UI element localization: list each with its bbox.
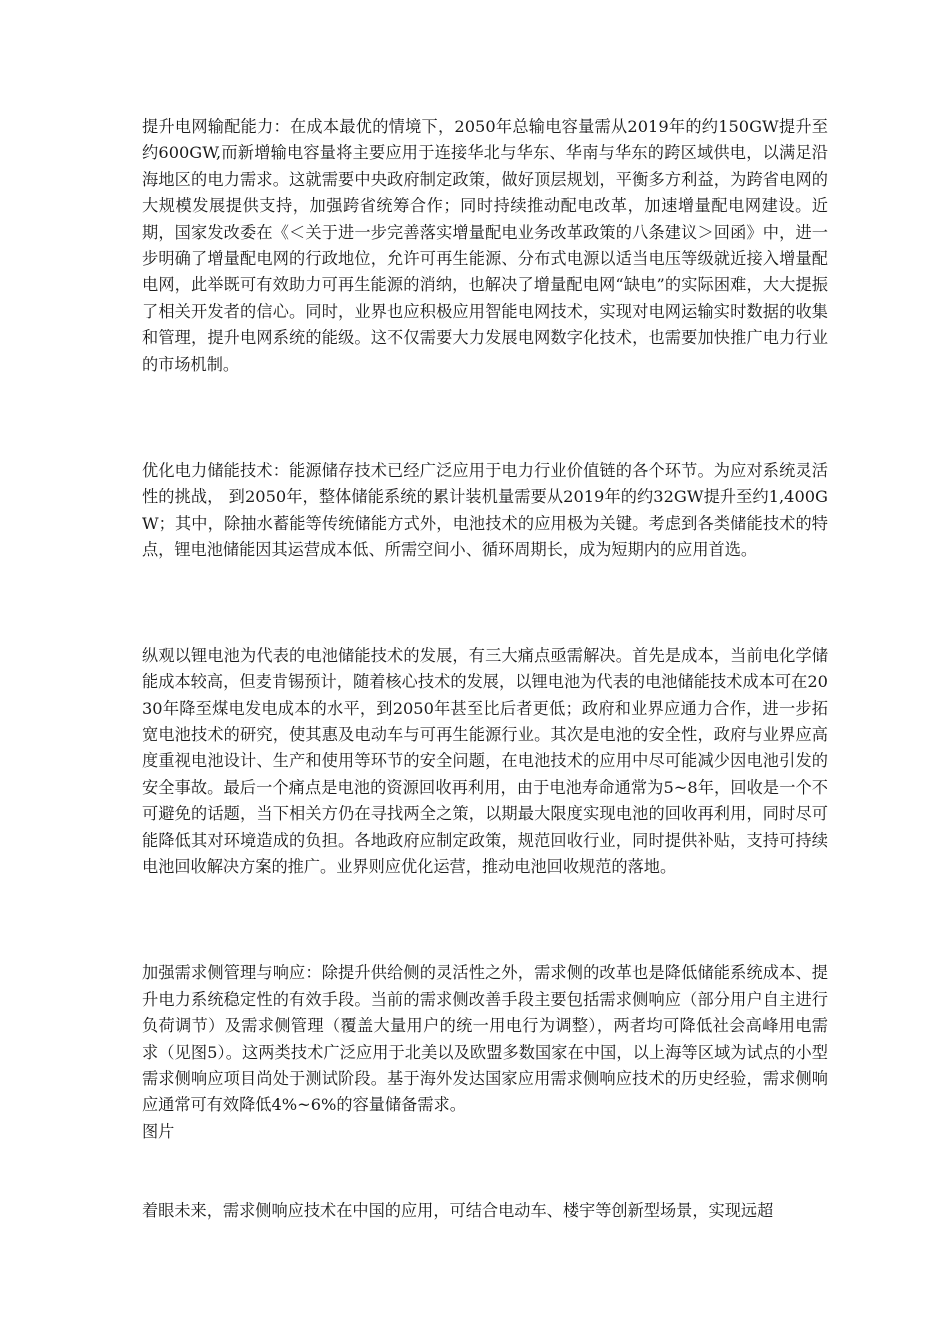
paragraph-battery-pain-points: 纵观以锂电池为代表的电池储能技术的发展，有三大痛点亟需解决。首先是成本，当前电化学储能成本较高，但麦肯锡预计，随着核心技术的发展，以锂电池为代表的电池储能技术成本可在2030年降至煤电发电成本的水平，到2050年甚至比后者更低；政府和业界应通力合作，进一步拓宽电池技术的研究，使其惠及电动车与可再生能源行业。其次是电池的安全性，政府与业界应高度重视电池设计、生产和使用等环节的安全问题，在电池技术的应用中尽可能减少因电池引发的安全事故。最后一个痛点是电池的资源回收再利用，由于电池寿命通常为5~8年，回收是一个不可避免的话题，当下相关方仍在寻找两全之策，以期最大限度实现电池的回收再利用，同时尽可能降低其对环境造成的负担。各地政府应制定政策，规范回收行业，同时提供补贴，支持可持续电池回收解决方案的推广。业界则应优化运营，推动电池回收规范的落地。 bbox=[142, 645, 828, 876]
paragraph-demand-side: 加强需求侧管理与响应：除提升供给侧的灵活性之外，需求侧的改革也是降低储能系统成本、提升电力系统稳定性的有效手段。当前的需求侧改善手段主要包括需求侧响应（部分用户自主进行负荷调节）及需求侧管理（覆盖大量用户的统一用电行为调整），两者均可降低社会高峰用电需求（见图5）。这两类技术广泛应用于北美以及欧盟多数国家在中国，以上海等区域为试点的小型需求侧响应项目尚处于测试阶段。基于海外发达国家应用需求侧响应技术的历史经验，需求侧响应通常可有效降低4%~6%的容量储备需求。 bbox=[142, 963, 828, 1115]
paragraph-energy-storage: 优化电力储能技术：能源储存技术已经广泛应用于电力行业价值链的各个环节。为应对系统灵活性的挑战， 到2050年，整体储能系统的累计装机量需要从2019年的约32GW提升至约1,400GW；其中，除抽水蓄能等传统储能方式外，电池技术的应用极为关键。考虑到各类储能技术的特点，锂电池储能因其运营成本低、所需空间小、循环周期长，成为短期内的应用首选。 bbox=[142, 461, 828, 560]
paragraph-future-outlook: 着眼未来，需求侧响应技术在中国的应用，可结合电动车、楼宇等创新型场景，实现远超 bbox=[142, 1201, 774, 1221]
paragraph-grid-capacity: 提升电网输配能力：在成本最优的情境下，2050年总输电容量需从2019年的约150GW提升至约600GW,而新增输电容量将主要应用于连接华北与华东、华南与华东的跨区域供电，以满足沿海地区的电力需求。这就需要中央政府制定政策，做好顶层规划，平衡多方利益，为跨省电网的大规模发展提供支持，加强跨省统筹合作；同时持续推动配电改革，加速增量配电网建设。近期，国家发改委在《＜关于进一步完善落实增量配电业务改革政策的八条建议＞回函》中，进一步明确了增量配电网的行政地位，允许可再生能源、分布式电源以适当电压等级就近接入增量配电网，此举既可有效助力可再生能源的消纳，也解决了增量配电网“缺电”的实际困难，大大提振了相关开发者的信心。同时，业界也应积极应用智能电网技术，实现对电网运输实时数据的收集和管理，提升电网系统的能级。这不仅需要大力发展电网数字化技术，也需要加快推广电力行业的市场机制。 bbox=[142, 117, 828, 374]
image-placeholder-caption: 图片 bbox=[142, 1121, 175, 1141]
document-page bbox=[142, 114, 828, 1225]
